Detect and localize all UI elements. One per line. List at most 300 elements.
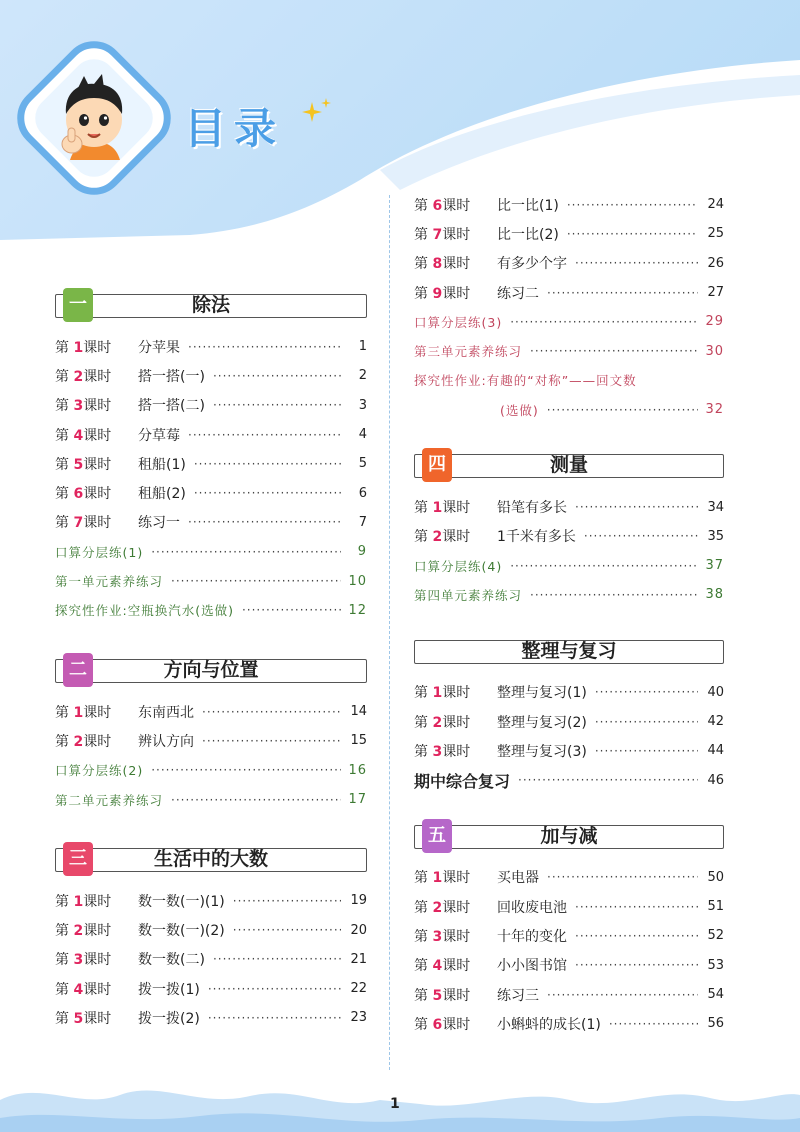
lesson-suffix: 课时 — [83, 339, 112, 356]
lesson-prefix: 第 — [414, 500, 428, 517]
page-ref: 35 — [707, 528, 724, 544]
lesson-label — [55, 949, 138, 969]
page-ref: 46 — [707, 772, 724, 788]
lesson-number: 2 — [73, 368, 84, 385]
page-number: 1 — [390, 1096, 400, 1112]
lesson-number: 4 — [73, 981, 84, 998]
dot-leader — [188, 515, 341, 529]
dot-leader — [584, 529, 698, 543]
lesson-number: 1 — [73, 339, 84, 356]
dot-leader — [547, 988, 698, 1002]
lesson-number: 6 — [73, 486, 84, 503]
lesson-name: 1千米有多长 — [497, 529, 576, 546]
lesson-name: 整理与复习(3) — [497, 743, 587, 760]
lesson-prefix: 第 — [55, 1010, 69, 1027]
dot-leader — [547, 286, 698, 300]
toc-extra-entry[interactable] — [414, 307, 724, 336]
unit-header — [55, 288, 367, 322]
lesson-name: 数一数(一)(1) — [138, 893, 225, 910]
page-ref: 27 — [707, 285, 724, 301]
lesson-prefix: 第 — [55, 339, 69, 356]
lesson-suffix: 课时 — [83, 733, 112, 750]
lesson-label — [55, 1008, 138, 1028]
lesson-suffix: 课时 — [442, 685, 471, 702]
dot-leader — [242, 603, 341, 617]
page-ref: 17 — [348, 792, 367, 807]
lesson-prefix: 第 — [414, 899, 428, 916]
toc-entry[interactable] — [414, 249, 724, 278]
page-ref: 30 — [705, 343, 724, 359]
page-ref: 19 — [350, 893, 367, 909]
lesson-label — [414, 712, 497, 732]
lesson-suffix: 课时 — [83, 486, 112, 503]
lesson-name: 东南西北 — [138, 704, 194, 721]
unit-number-tab: 五 — [422, 819, 452, 853]
lesson-suffix: 课时 — [83, 456, 112, 473]
page-ref: 54 — [707, 987, 724, 1003]
toc-entry[interactable] — [55, 945, 367, 974]
lesson-label — [55, 731, 138, 751]
dot-leader — [188, 340, 341, 354]
lesson-number: 2 — [432, 714, 443, 731]
unit-number-tab: 二 — [63, 653, 93, 687]
toc-entry[interactable] — [55, 697, 367, 726]
lesson-suffix: 课时 — [83, 704, 112, 721]
lesson-number: 4 — [73, 427, 84, 444]
dot-leader — [567, 227, 698, 241]
toc-entry[interactable] — [55, 391, 367, 420]
lesson-label — [55, 337, 138, 357]
toc-entry[interactable] — [414, 921, 724, 950]
lesson-suffix: 课时 — [442, 743, 471, 760]
dot-leader — [233, 894, 341, 908]
page-ref: 53 — [707, 957, 724, 973]
lesson-suffix: 课时 — [83, 427, 112, 444]
lesson-name: 整理与复习(2) — [497, 714, 587, 731]
page-ref: 9 — [357, 544, 367, 560]
lesson-suffix: 课时 — [442, 285, 471, 302]
lesson-number: 1 — [432, 685, 443, 702]
page-ref: 15 — [350, 733, 367, 749]
toc-extra-entry[interactable] — [55, 756, 367, 785]
toc-extra-entry[interactable] — [414, 765, 724, 794]
toc-entry[interactable] — [55, 478, 367, 507]
lesson-prefix: 第 — [414, 1016, 428, 1033]
lesson-label — [414, 283, 497, 303]
dot-leader — [575, 500, 698, 514]
lesson-suffix: 课时 — [442, 256, 471, 273]
page-ref: 26 — [707, 255, 724, 271]
page-ref: 37 — [705, 558, 724, 574]
lesson-name: 搭一搭(二) — [138, 398, 205, 415]
lesson-number: 5 — [432, 987, 443, 1004]
dot-leader — [510, 315, 698, 329]
toc-extra-entry[interactable] — [55, 785, 367, 814]
page-ref: 25 — [707, 226, 724, 242]
toc-extra-entry[interactable] — [55, 537, 367, 566]
toc-extra-entry[interactable] — [55, 566, 367, 595]
lesson-prefix: 第 — [414, 714, 428, 731]
dot-leader — [213, 952, 341, 966]
toc-extra-entry[interactable] — [414, 551, 724, 580]
dot-leader — [575, 958, 698, 972]
lesson-label — [55, 891, 138, 911]
page-ref: 6 — [358, 485, 367, 501]
toc-entry[interactable] — [55, 886, 367, 915]
lesson-suffix: 课时 — [442, 529, 471, 546]
page-ref: 40 — [707, 684, 724, 700]
lesson-suffix: 课时 — [83, 923, 112, 940]
toc-entry[interactable] — [55, 420, 367, 449]
dot-leader — [151, 545, 341, 559]
lesson-prefix: 第 — [414, 958, 428, 975]
lesson-prefix: 第 — [414, 743, 428, 760]
toc-entry[interactable] — [55, 974, 367, 1003]
extra-name: 口算分层练(2) — [55, 763, 144, 779]
lesson-number: 2 — [432, 899, 443, 916]
extra-name: 口算分层练(1) — [55, 544, 144, 560]
toc-entry[interactable] — [414, 522, 724, 551]
lesson-number: 6 — [432, 197, 443, 214]
unit-header — [55, 842, 367, 876]
toc-entry[interactable] — [55, 332, 367, 361]
unit-title: 整理与复习 — [521, 639, 617, 662]
page-ref: 23 — [350, 1010, 367, 1026]
toc-entry[interactable] — [414, 951, 724, 980]
toc-entry[interactable] — [414, 707, 724, 736]
unit-title: 测量 — [549, 454, 588, 477]
toc-entry[interactable] — [55, 361, 367, 390]
unit-title: 加与减 — [540, 824, 598, 847]
lesson-label — [414, 867, 497, 887]
dot-leader — [595, 744, 698, 758]
page-ref: 12 — [348, 602, 367, 618]
lesson-name: 拨一拨(2) — [138, 1010, 200, 1027]
lesson-label — [414, 224, 497, 244]
dot-leader — [575, 929, 698, 943]
boy-mascot-badge — [8, 32, 180, 204]
lesson-name: 拨一拨(1) — [138, 981, 200, 998]
lesson-suffix: 课时 — [442, 226, 471, 243]
extra-name: 期中综合复习 — [414, 771, 511, 791]
lesson-label — [414, 955, 497, 975]
toc-entry[interactable] — [55, 1003, 367, 1032]
lesson-prefix: 第 — [55, 368, 69, 385]
toc-extra-entry[interactable] — [414, 366, 724, 395]
lesson-label — [414, 682, 497, 702]
lesson-number: 1 — [73, 704, 84, 721]
page-ref: 51 — [707, 899, 724, 915]
lesson-prefix: 第 — [414, 685, 428, 702]
lesson-prefix: 第 — [55, 893, 69, 910]
lesson-prefix: 第 — [55, 515, 69, 532]
dot-leader — [233, 923, 341, 937]
toc-extra-entry[interactable] — [55, 596, 367, 625]
lesson-name: 辨认方向 — [138, 733, 194, 750]
dot-leader — [510, 559, 698, 573]
toc-extra-entry[interactable] — [414, 395, 724, 424]
page-ref: 56 — [707, 1016, 724, 1032]
page-ref: 10 — [348, 573, 367, 589]
toc-entry[interactable] — [55, 508, 367, 537]
page-ref: 44 — [707, 743, 724, 759]
lesson-name: 搭一搭(一) — [138, 368, 205, 385]
lesson-name: 有多少个字 — [497, 256, 567, 273]
page-ref: 24 — [707, 197, 724, 213]
toc-entry[interactable] — [414, 219, 724, 248]
lesson-prefix: 第 — [414, 226, 428, 243]
lesson-name: 比一比(2) — [497, 226, 559, 243]
dot-leader — [575, 256, 698, 270]
extra-name: 第二单元素养练习 — [55, 792, 164, 808]
dot-leader — [547, 870, 698, 884]
lesson-label — [55, 702, 138, 722]
lesson-number: 3 — [73, 398, 84, 415]
lesson-suffix: 课时 — [442, 958, 471, 975]
page-ref: 16 — [348, 762, 367, 778]
lesson-label — [414, 195, 497, 215]
lesson-name: 整理与复习(1) — [497, 685, 587, 702]
lesson-label — [55, 425, 138, 445]
lesson-suffix: 课时 — [83, 1010, 112, 1027]
lesson-label — [414, 253, 497, 273]
unit-title: 生活中的大数 — [153, 848, 268, 871]
dot-leader — [151, 763, 341, 777]
toc-entry[interactable] — [414, 278, 724, 307]
toc-entry[interactable] — [414, 980, 724, 1009]
unit-number-tab: 四 — [422, 448, 452, 482]
lesson-suffix: 课时 — [442, 500, 471, 517]
lesson-number: 9 — [432, 285, 443, 302]
dot-leader — [202, 705, 341, 719]
lesson-name: 分草莓 — [138, 427, 180, 444]
lesson-suffix: 课时 — [442, 870, 471, 887]
dot-leader — [595, 715, 698, 729]
lesson-label — [414, 1014, 497, 1034]
extra-name: 第四单元素养练习 — [414, 587, 523, 603]
page-ref: 4 — [358, 427, 367, 443]
extra-name: 第一单元素养练习 — [55, 574, 164, 590]
lesson-label — [414, 526, 497, 546]
toc-entry[interactable] — [55, 449, 367, 478]
lesson-prefix: 第 — [55, 952, 69, 969]
unit-number-tab: 三 — [63, 842, 93, 876]
lesson-prefix: 第 — [414, 256, 428, 273]
lesson-label — [414, 897, 497, 917]
dot-leader — [567, 198, 698, 212]
lesson-name: 铅笔有多长 — [497, 500, 567, 517]
extra-name: 第三单元素养练习 — [414, 344, 523, 360]
dot-leader — [609, 1017, 698, 1031]
dot-leader — [595, 685, 698, 699]
dot-leader — [208, 1011, 341, 1025]
lesson-number: 7 — [73, 515, 84, 532]
lesson-prefix: 第 — [55, 733, 69, 750]
lesson-name: 回收废电池 — [497, 899, 567, 916]
page-title: 目录 — [184, 104, 285, 153]
lesson-suffix: 课时 — [442, 899, 471, 916]
unit-header — [55, 653, 367, 687]
toc-entry[interactable] — [414, 863, 724, 892]
page-ref: 14 — [350, 704, 367, 720]
toc-entry[interactable] — [414, 892, 724, 921]
lesson-prefix: 第 — [414, 870, 428, 887]
toc-entry[interactable] — [414, 736, 724, 765]
lesson-name: 练习三 — [497, 987, 539, 1004]
dot-leader — [530, 344, 698, 358]
lesson-suffix: 课时 — [442, 987, 471, 1004]
lesson-prefix: 第 — [414, 529, 428, 546]
lesson-prefix: 第 — [55, 704, 69, 721]
toc-extra-entry[interactable] — [414, 580, 724, 609]
page-ref: 52 — [707, 928, 724, 944]
toc-entry[interactable] — [55, 726, 367, 755]
unit-title: 除法 — [191, 294, 230, 316]
lesson-name: 数一数(一)(2) — [138, 923, 225, 940]
lesson-prefix: 第 — [414, 285, 428, 302]
dot-leader — [530, 588, 698, 602]
lesson-prefix: 第 — [55, 486, 69, 503]
toc-entry[interactable] — [414, 190, 724, 219]
lesson-label — [55, 366, 138, 386]
toc-entry[interactable] — [55, 915, 367, 944]
dot-leader — [213, 369, 341, 383]
lesson-suffix: 课时 — [442, 1016, 471, 1033]
page-ref: 1 — [358, 339, 367, 355]
page-ref: 32 — [705, 402, 724, 418]
lesson-name: 买电器 — [497, 870, 539, 887]
lesson-suffix: 课时 — [83, 398, 112, 415]
lesson-label — [55, 512, 138, 532]
sparkle-icon — [300, 96, 334, 130]
lesson-prefix: 第 — [414, 987, 428, 1004]
toc-entry[interactable] — [414, 678, 724, 707]
page-ref: 3 — [358, 397, 367, 413]
extra-name: (选做) — [500, 402, 539, 418]
lesson-label — [414, 985, 497, 1005]
lesson-suffix: 课时 — [83, 952, 112, 969]
page-ref: 22 — [350, 981, 367, 997]
dot-leader — [213, 398, 341, 412]
lesson-number: 3 — [73, 952, 84, 969]
toc-right-column — [414, 190, 724, 1039]
lesson-suffix: 课时 — [442, 928, 471, 945]
lesson-suffix: 课时 — [83, 515, 112, 532]
lesson-name: 小小图书馆 — [497, 958, 567, 975]
lesson-number: 2 — [73, 733, 84, 750]
lesson-label — [55, 395, 138, 415]
dot-leader — [547, 403, 698, 417]
lesson-label — [414, 741, 497, 761]
unit-number-tab: 一 — [63, 288, 93, 322]
dot-leader — [208, 982, 341, 996]
page-ref: 34 — [707, 499, 724, 515]
dot-leader — [202, 734, 341, 748]
lesson-number: 1 — [432, 500, 443, 517]
lesson-label — [55, 979, 138, 999]
extra-name: 口算分层练(3) — [414, 314, 503, 330]
dot-leader — [171, 574, 341, 588]
dot-leader — [518, 773, 698, 787]
dot-leader — [188, 428, 341, 442]
lesson-number: 2 — [73, 923, 84, 940]
page-ref: 38 — [705, 587, 724, 603]
toc-extra-entry[interactable] — [414, 336, 724, 365]
lesson-prefix: 第 — [414, 197, 428, 214]
lesson-label — [55, 454, 138, 474]
lesson-number: 5 — [73, 456, 84, 473]
lesson-number: 5 — [73, 1010, 84, 1027]
column-divider — [389, 195, 390, 1070]
unit-title: 方向与位置 — [163, 658, 259, 681]
lesson-prefix: 第 — [414, 928, 428, 945]
page-ref: 42 — [707, 714, 724, 729]
lesson-prefix: 第 — [55, 923, 69, 940]
lesson-number: 6 — [432, 1016, 443, 1033]
lesson-label — [414, 926, 497, 946]
lesson-label — [55, 920, 138, 940]
lesson-name: 练习一 — [138, 515, 180, 532]
lesson-number: 8 — [432, 256, 443, 273]
toc-entry[interactable] — [414, 492, 724, 521]
extra-name: 探究性作业:空瓶换汽水(选做) — [55, 603, 234, 619]
unit-header — [414, 634, 724, 668]
lesson-suffix: 课时 — [83, 893, 112, 910]
page-ref: 29 — [705, 314, 724, 330]
extra-name: 口算分层练(4) — [414, 558, 503, 574]
page-ref: 2 — [358, 368, 367, 384]
unit-header — [414, 448, 724, 482]
lesson-number: 3 — [432, 743, 443, 760]
lesson-name: 练习二 — [497, 285, 539, 302]
lesson-name: 租船(2) — [138, 486, 186, 503]
page-ref: 21 — [350, 951, 367, 967]
lesson-label — [55, 483, 138, 503]
unit-header — [414, 819, 724, 853]
lesson-label — [414, 497, 497, 517]
page-ref: 50 — [707, 869, 724, 885]
lesson-number: 1 — [73, 893, 84, 910]
dot-leader — [194, 486, 341, 500]
dot-leader — [171, 793, 341, 807]
lesson-prefix: 第 — [55, 981, 69, 998]
dot-leader — [194, 457, 341, 471]
lesson-name: 租船(1) — [138, 456, 186, 473]
toc-entry[interactable] — [414, 1009, 724, 1038]
page-ref: 20 — [350, 922, 367, 938]
lesson-number: 7 — [432, 226, 443, 243]
lesson-number: 1 — [432, 870, 443, 887]
lesson-prefix: 第 — [55, 427, 69, 444]
lesson-suffix: 课时 — [442, 714, 471, 731]
lesson-suffix: 课时 — [83, 368, 112, 385]
lesson-name: 十年的变化 — [497, 928, 567, 945]
lesson-suffix: 课时 — [442, 197, 471, 214]
lesson-name: 分苹果 — [138, 339, 180, 356]
lesson-name: 数一数(二) — [138, 952, 205, 969]
lesson-number: 4 — [432, 958, 443, 975]
page-ref: 7 — [358, 514, 367, 530]
lesson-name: 比一比(1) — [497, 197, 559, 214]
extra-name: 探究性作业:有趣的“对称”——回文数 — [414, 373, 637, 389]
toc-left-column — [55, 288, 367, 1033]
lesson-prefix: 第 — [55, 456, 69, 473]
lesson-suffix: 课时 — [83, 981, 112, 998]
dot-leader — [575, 900, 698, 914]
lesson-number: 2 — [432, 529, 443, 546]
lesson-number: 3 — [432, 928, 443, 945]
lesson-prefix: 第 — [55, 398, 69, 415]
